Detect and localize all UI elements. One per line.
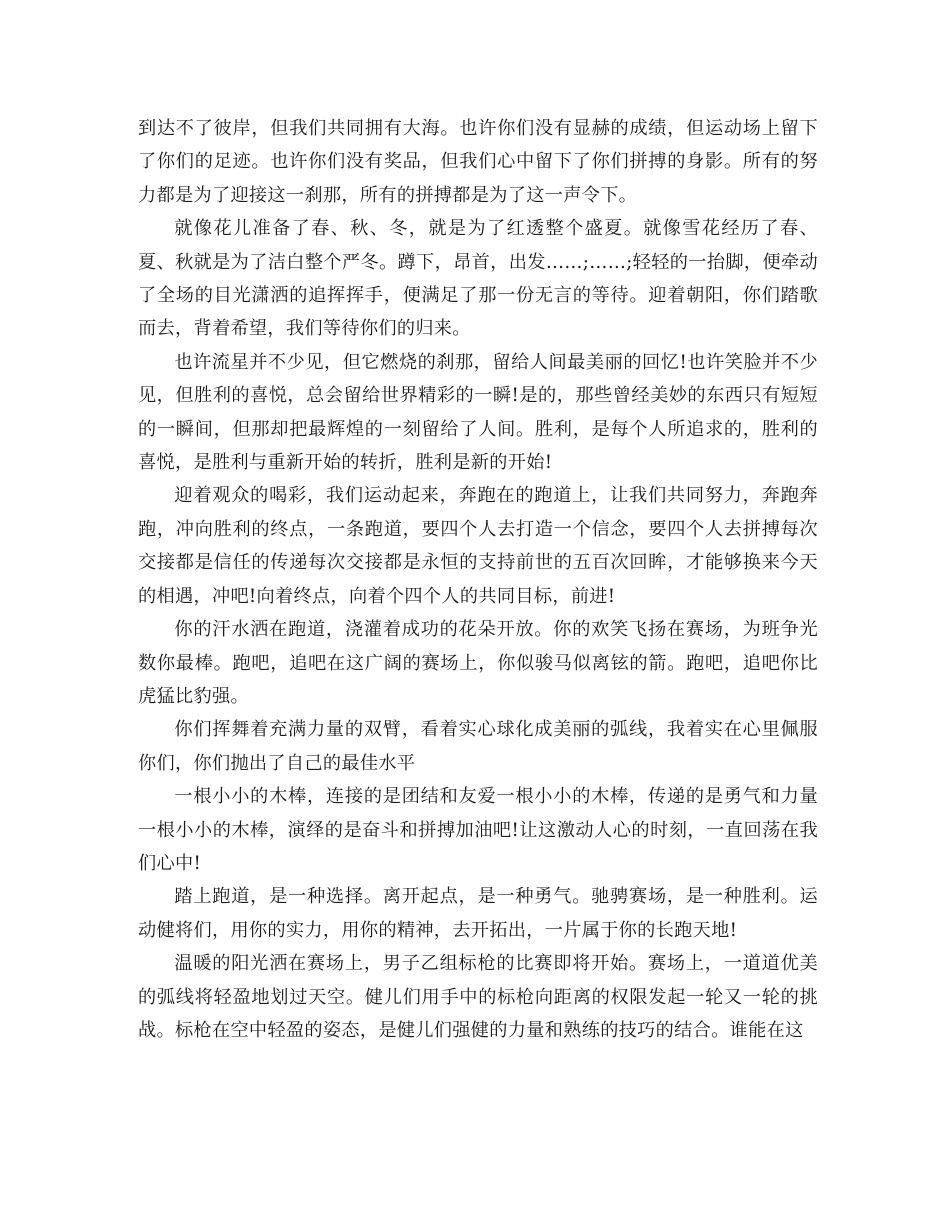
paragraph-8: 踏上跑道，是一种选择。离开起点，是一种勇气。驰骋赛场，是一种胜利。运动健将们，用你的实力，用你的精神，去开拓出，一片属于你的长跑天地! xyxy=(138,886,818,941)
document-body xyxy=(138,112,818,1047)
paragraph-7: 一根小小的木棒，连接的是团结和友爱一根小小的木棒，传递的是勇气和力量一根小小的木棒，演绎的是奋斗和拼搏加油吧!让这激动人心的时刻，一直回荡在我们心中! xyxy=(138,786,818,874)
paragraph-2: 就像花儿准备了春、秋、冬，就是为了红透整个盛夏。就像雪花经历了春、夏、秋就是为了洁白整个严冬。蹲下，昂首，出发……;……;轻轻的一抬脚，便牵动了全场的目光潇洒的追挥挥手，便满足了那一份无言的等待。迎着朝阳，你们踏歌而去，背着希望，我们等待你们的归来。 xyxy=(138,218,818,340)
paragraph-6: 你们挥舞着充满力量的双臂，看着实心球化成美丽的弧线，我着实在心里佩服你们，你们抛出了自己的最佳水平 xyxy=(138,719,818,774)
paragraph-1: 到达不了彼岸，但我们共同拥有大海。也许你们没有显赫的成绩，但运动场上留下了你们的足迹。也许你们没有奖品，但我们心中留下了你们拼搏的身影。所有的努力都是为了迎接这一刹那，所有的拼搏都是为了这一声令下。 xyxy=(138,118,818,206)
paragraph-5: 你的汗水洒在跑道，浇灌着成功的花朵开放。你的欢笑飞扬在赛场，为班争光数你最棒。跑吧，追吧在这广阔的赛场上，你似骏马似离铉的箭。跑吧，追吧你比虎猛比豹强。 xyxy=(138,619,818,707)
paragraph-4: 迎着观众的喝彩，我们运动起来，奔跑在的跑道上，让我们共同努力，奔跑奔跑，冲向胜利的终点，一条跑道，要四个人去打造一个信念，要四个人去拼搏每次交接都是信任的传递每次交接都是永恒的支持前世的五百次回眸，才能够换来今天的相遇，冲吧!向着终点，向着个四个人的共同目标，前进! xyxy=(138,485,818,607)
paragraph-3: 也许流星并不少见，但它燃烧的刹那，留给人间最美丽的回忆!也许笑脸并不少见，但胜利的喜悦，总会留给世界精彩的一瞬!是的，那些曾经美妙的东西只有短短的一瞬间，但那却把最辉煌的一刻留给了人间。胜利，是每个人所追求的，胜利的喜悦，是胜利与重新开始的转折，胜利是新的开始! xyxy=(138,351,818,474)
paragraph-9: 温暖的阳光洒在赛场上，男子乙组标枪的比赛即将开始。赛场上，一道道优美的弧线将轻盈地划过天空。健儿们用手中的标枪向距离的权限发起一轮又一轮的挑战。标枪在空中轻盈的姿态，是健儿们强健的力量和熟练的技巧的结合。谁能在这 xyxy=(138,953,818,1041)
